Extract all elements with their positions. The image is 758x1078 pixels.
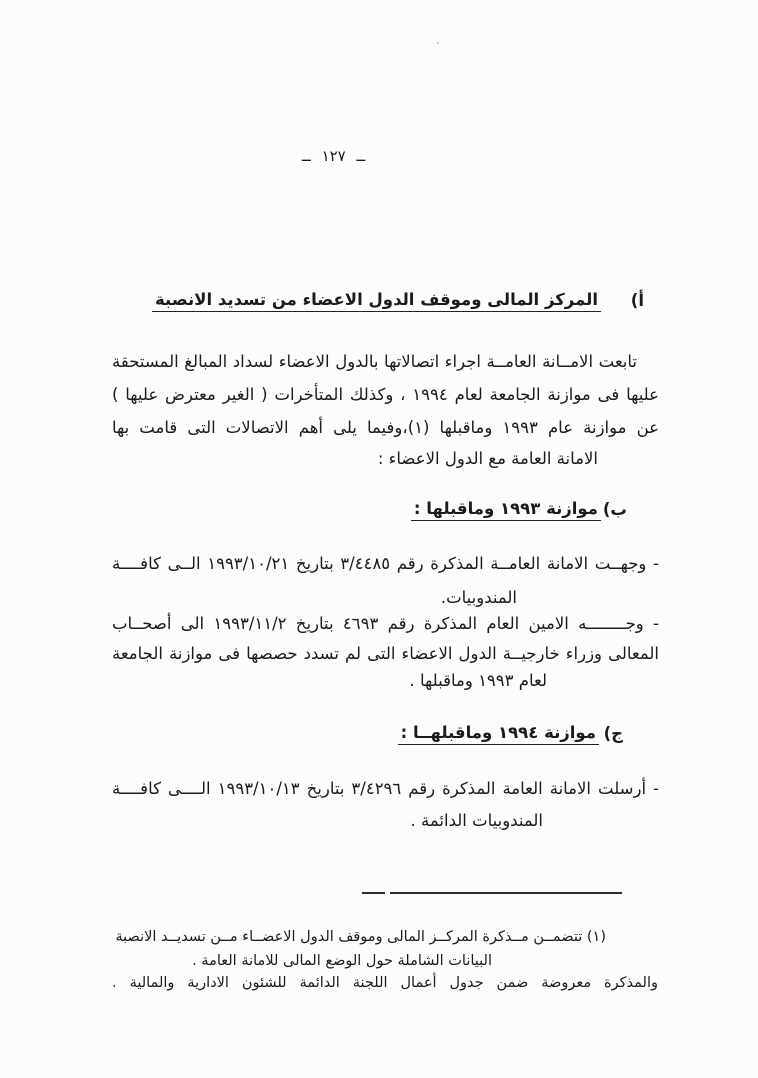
paragraph-line: الامانة العامة مع الدول الاعضاء :	[377, 449, 598, 468]
paragraph-line: عن موازنة عام ١٩٩٣ وماقبلها (١)،وفيما يلى أهم الاتصالات التى قامت بها	[112, 418, 659, 437]
footnote-line: (١) تتضمــن مــذكرة المركــز المالى وموقف الدول الاعضــاء مــن تسديــد الانصبة	[115, 929, 606, 945]
section-a-heading	[152, 288, 601, 312]
bullet-line: المعالى وزراء خارجيــة الدول الاعضاء التى لم تسدد حصصها فى موازنة الجامعة	[112, 644, 659, 663]
section-c-title: موازنة ١٩٩٤ وماقبلهــا :	[398, 723, 599, 745]
scan-speck	[437, 42, 439, 44]
section-b-title: موازنة ١٩٩٣ وماقبلها :	[411, 499, 601, 521]
paragraph-line: عليها فى موازنة الجامعة لعام ١٩٩٤ ، وكذلك المتأخرات ( الغير معترض عليها )	[112, 385, 659, 404]
section-b-marker: ب)	[602, 500, 627, 519]
bullet-line: - أرسلت الامانة العامة المذكرة رقم ٣/٤٢٩٦ بتاريخ ١٩٩٣/١٠/١٣ الــــى كافــــة	[112, 779, 659, 798]
section-c-marker: ج)	[603, 724, 623, 743]
section-c-heading	[398, 721, 599, 745]
section-a-marker: أ)	[630, 291, 644, 310]
footnote-separator-long	[390, 892, 622, 894]
page-number: ــ ١٢٧ ــ	[302, 147, 366, 165]
section-b-heading	[411, 497, 601, 521]
footnote-line: والمذكرة معروضة ضمن جدول أعمال اللجنة الدائمة للشئون الادارية والمالية .	[112, 975, 658, 991]
bullet-line: - وجــــــــه الامين العام المذكرة رقم ٤٦٩٣ بتاريخ ١٩٩٣/١١/٢ الى أصحــاب	[112, 614, 659, 633]
paragraph-line: تابعت الامــانة العامــة اجراء اتصالاتها بالدول الاعضاء لسداد المبالغ المستحقة	[112, 352, 637, 371]
bullet-line: المندوبيات.	[440, 588, 517, 607]
footnote-separator-short	[362, 892, 385, 894]
bullet-line: لعام ١٩٩٣ وماقبلها .	[409, 671, 547, 690]
footnote-line: البيانات الشاملة حول الوضع المالى للامانة العامة .	[192, 953, 492, 969]
bullet-line: - وجهــت الامانة العامــة المذكرة رقم ٣/٤٤٨٥ بتاريخ ١٩٩٣/١٠/٢١ الــى كافــــة	[112, 554, 659, 573]
bullet-line: المندوبيات الدائمة .	[410, 811, 543, 830]
section-a-title: المركز المالى وموقف الدول الاعضاء من تسديد الانصبة	[152, 290, 601, 312]
